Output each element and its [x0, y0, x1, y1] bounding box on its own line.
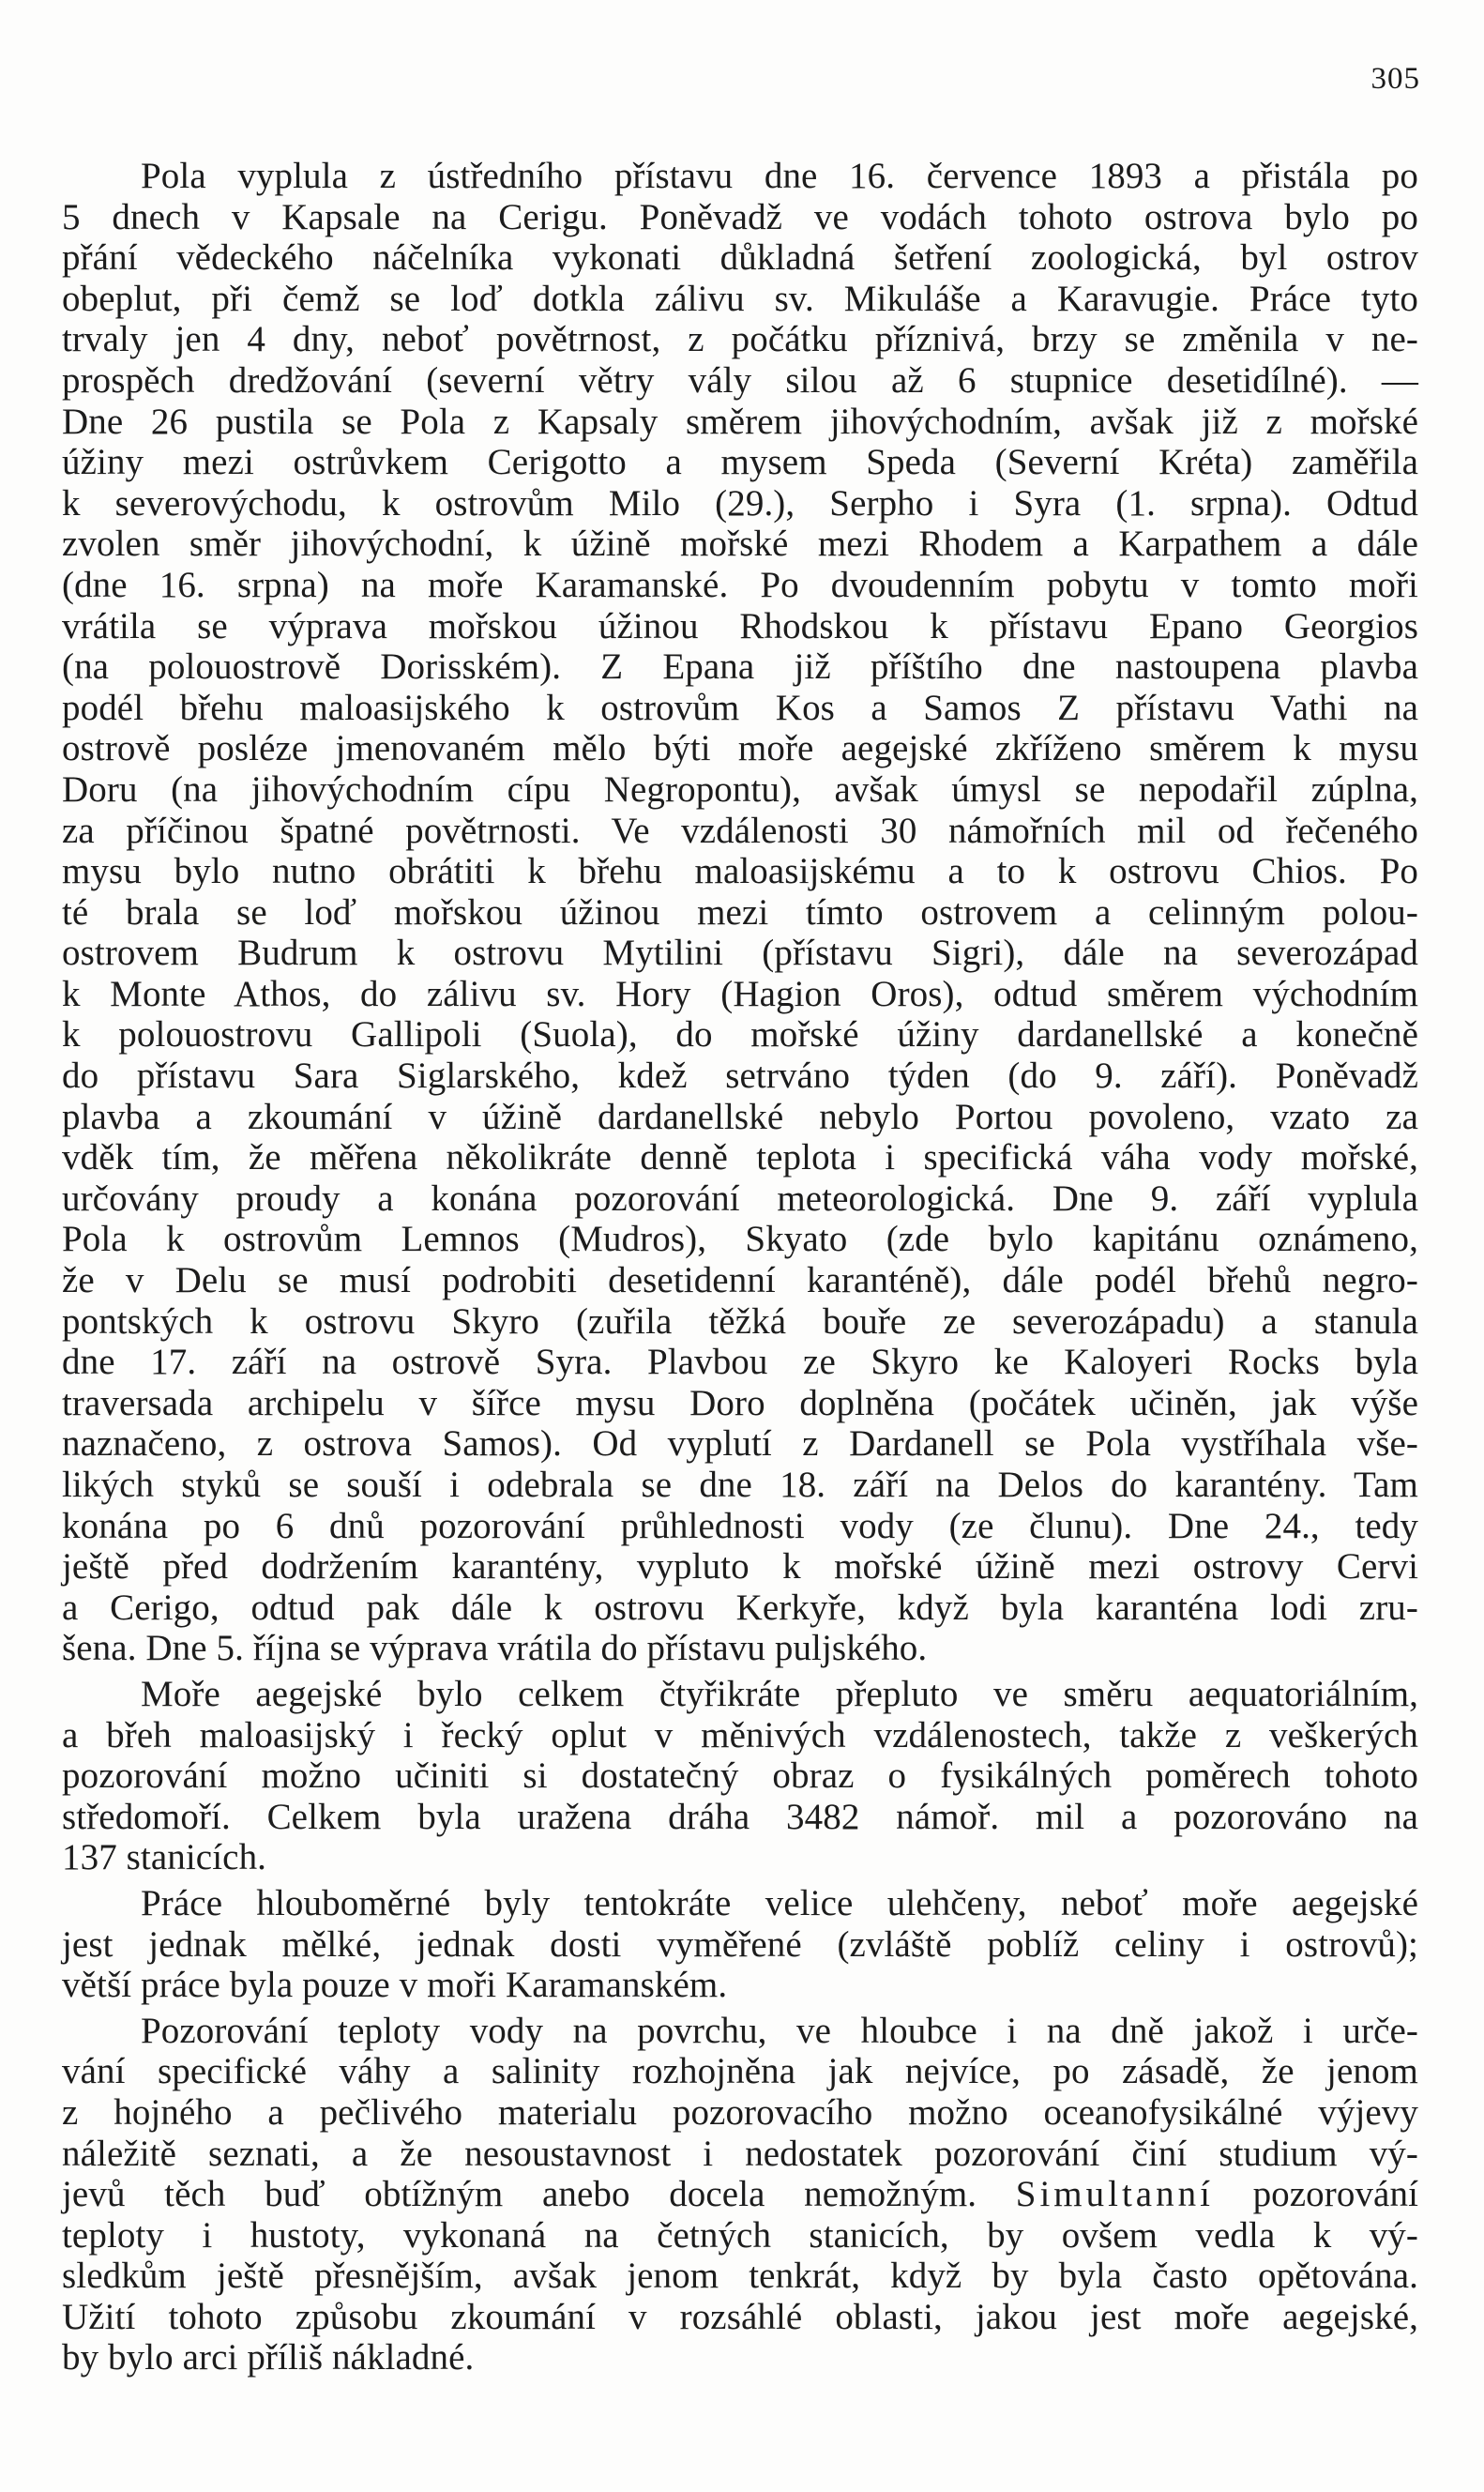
paragraph-depth-work	[62, 1883, 1418, 2006]
text-line: podél břehu maloasijského k ostrovům Kos a Samos Z přístavu Vathi na	[62, 687, 1418, 728]
text-line: a Cerigo, odtud pak dále k ostrovu Kerkyře, když byla karanténa lodi zru-	[62, 1587, 1418, 1628]
text-line: k Monte Athos, do zálivu sv. Hory (Hagion Oros), odtud směrem východním	[62, 973, 1418, 1014]
text-line: Užití tohoto způsobu zkoumání v rozsáhlé oblasti, jakou jest moře aegejské,	[62, 2296, 1418, 2337]
text-line: likých styků se souší i odebrala se dne 18. září na Delos do karantény. Tam	[62, 1465, 1418, 1505]
text-line: 5 dnech v Kapsale na Cerigu. Poněvadž ve vodách tohoto ostrova bylo po	[62, 196, 1418, 237]
text-line: (dne 16. srpna) na moře Karamanské. Po dvoudenním pobytu v tomto moři	[62, 564, 1418, 605]
text-line: ostrovem Budrum k ostrovu Mytilini (přístavu Sigri), dále na severozápad	[62, 933, 1418, 974]
text-line: středomoří. Celkem byla uražena dráha 3482 námoř. mil a pozorováno na	[62, 1796, 1418, 1837]
text-line: prospěch dredžování (severní větry vály silou až 6 stupnice desetidílné). —	[62, 359, 1418, 401]
text-line: větší práce byla pouze v moři Karamanském.	[62, 1965, 728, 2006]
text-line: Dne 26 pustila se Pola z Kapsaly směrem jihovýchodním, avšak již z mořské	[62, 401, 1418, 442]
text-line: šena. Dne 5. října se výprava vrátila do přístavu puljského.	[62, 1628, 928, 1669]
text-line: vání specifické váhy a salinity rozhojněna jak nejvíce, po zásadě, že jenom	[62, 2051, 1418, 2092]
text-line: zvolen směr jihovýchodní, k úžině mořské mezi Rhodem a Karpathem a dále	[62, 524, 1418, 565]
body-text	[62, 156, 1418, 2378]
text-line: z hojného a pečlivého materialu pozorovacího možno oceanofysikálné výjevy	[62, 2091, 1418, 2133]
text-line: do přístavu Sara Siglarského, kdež setrváno týden (do 9. září). Poněvadž	[62, 1056, 1418, 1097]
text-line: by bylo arci příliš nákladné.	[62, 2337, 475, 2378]
text-line: traversada archipelu v šířce mysu Doro doplněna (počátek učiněn, jak výše	[62, 1382, 1418, 1423]
text-line: pozorování možno učiniti si dostatečný obraz o fysikálných poměrech tohoto	[62, 1755, 1418, 1797]
line-start: jevů těch buď obtížným anebo docela nemožným.	[62, 2174, 977, 2215]
text-line: Práce hlouboměrné byly tentokráte velice ulehčeny, neboť moře aegejské	[141, 1882, 1418, 1923]
text-line: ostrově posléze jmenovaném mělo býti moře aegejské zkříženo směrem k mysu	[62, 728, 1418, 769]
text-line: (na polouostrově Dorisském). Z Epana již příštího dne nastoupena plavba	[62, 646, 1418, 688]
text-line: ještě před dodržením karantény, vypluto k mořské úžině mezi ostrovy Cervi	[62, 1546, 1418, 1588]
text-line: Doru (na jihovýchodním cípu Negropontu), avšak úmysl se nepodařil zúplna,	[62, 768, 1418, 810]
text-line: plavba a zkoumání v úžině dardanellské nebylo Portou povoleno, vzato za	[62, 1096, 1418, 1137]
text-line: Pola k ostrovům Lemnos (Mudros), Skyato (zde bylo kapitánu oznámeno,	[62, 1219, 1418, 1260]
text-line: určovány proudy a konána pozorování meteorologická. Dne 9. září vyplula	[62, 1178, 1418, 1219]
text-line	[62, 2174, 1418, 2215]
text-line: úžiny mezi ostrůvkem Cerigotto a mysem Speda (Severní Kréta) zaměřila	[62, 442, 1418, 483]
text-line: té brala se loď mořskou úžinou mezi tímto ostrovem a celinným polou-	[62, 891, 1418, 933]
text-line: vrátila se výprava mořskou úžinou Rhodskou k přístavu Epano Georgios	[62, 605, 1418, 646]
text-line: obeplut, při čemž se loď dotkla zálivu sv. Mikuláše a Karavugie. Práce tyto	[62, 278, 1418, 319]
text-line: k severovýchodu, k ostrovům Milo (29.), Serpho i Syra (1. srpna). Odtud	[62, 482, 1418, 524]
text-line: jest jednak mělké, jednak dosti vyměřené (zvláště poblíž celiny i ostrovů);	[62, 1923, 1418, 1965]
text-line: dne 17. září na ostrově Syra. Plavbou ze Skyro ke Kaloyeri Rocks byla	[62, 1342, 1418, 1383]
line-end: pozorování	[1252, 2174, 1419, 2215]
text-line: vděk tím, že měřena několikráte denně teplota i specifická váha vody mořské,	[62, 1137, 1418, 1178]
text-line: že v Delu se musí podrobiti desetidenní karanténě), dále podél břehů negro-	[62, 1260, 1418, 1301]
text-line: za příčinou špatné povětrnosti. Ve vzdálenosti 30 námořních mil od řečeného	[62, 810, 1418, 851]
text-line: 137 stanicích.	[62, 1837, 267, 1878]
text-line: teploty i hustoty, vykonaná na četných stanicích, by ovšem vedla k vý-	[62, 2214, 1418, 2256]
emphasized-term: Simultanní	[1015, 2174, 1214, 2215]
paragraph-voyage-route	[62, 156, 1418, 1669]
text-line: trvaly jen 4 dny, neboť povětrnost, z počátku příznivá, brzy se změnila v ne-	[62, 319, 1418, 360]
paragraph-temperature-observations	[62, 2011, 1418, 2378]
text-line: k polouostrovu Gallipoli (Suola), do mořské úžiny dardanellské a konečně	[62, 1014, 1418, 1056]
paragraph-summary	[62, 1674, 1418, 1878]
text-line: Pola vyplula z ústředního přístavu dne 16. července 1893 a přistála po	[141, 156, 1418, 196]
text-line: Moře aegejské bylo celkem čtyřikráte přepluto ve směru aequatoriálním,	[141, 1673, 1418, 1714]
text-line: pontských k ostrovu Skyro (zuřila těžká bouře ze severozápadu) a stanula	[62, 1300, 1418, 1342]
text-line: naznačeno, z ostrova Samos). Od vyplutí z Dardanell se Pola vystříhala vše-	[62, 1423, 1418, 1465]
text-line: přání vědeckého náčelníka vykonati důkladná šetření zoologická, byl ostrov	[62, 237, 1418, 279]
text-line: Pozorování teploty vody na povrchu, ve hloubce i na dně jakož i urče-	[141, 2010, 1418, 2051]
text-line: náležitě seznati, a že nesoustavnost i nedostatek pozorování činí studium vý-	[62, 2133, 1418, 2174]
text-line: mysu bylo nutno obrátiti k břehu maloasijskému a to k ostrovu Chios. Po	[62, 851, 1418, 892]
text-line: sledkům ještě přesnějším, avšak jenom tenkrát, když by byla často opětována.	[62, 2256, 1418, 2297]
page-number: 305	[1370, 62, 1420, 96]
text-line: a břeh maloasijský i řecký oplut v měnivých vzdálenostech, takže z veškerých	[62, 1714, 1418, 1755]
text-line: konána po 6 dnů pozorování průhlednosti vody (ze člunu). Dne 24., tedy	[62, 1505, 1418, 1546]
